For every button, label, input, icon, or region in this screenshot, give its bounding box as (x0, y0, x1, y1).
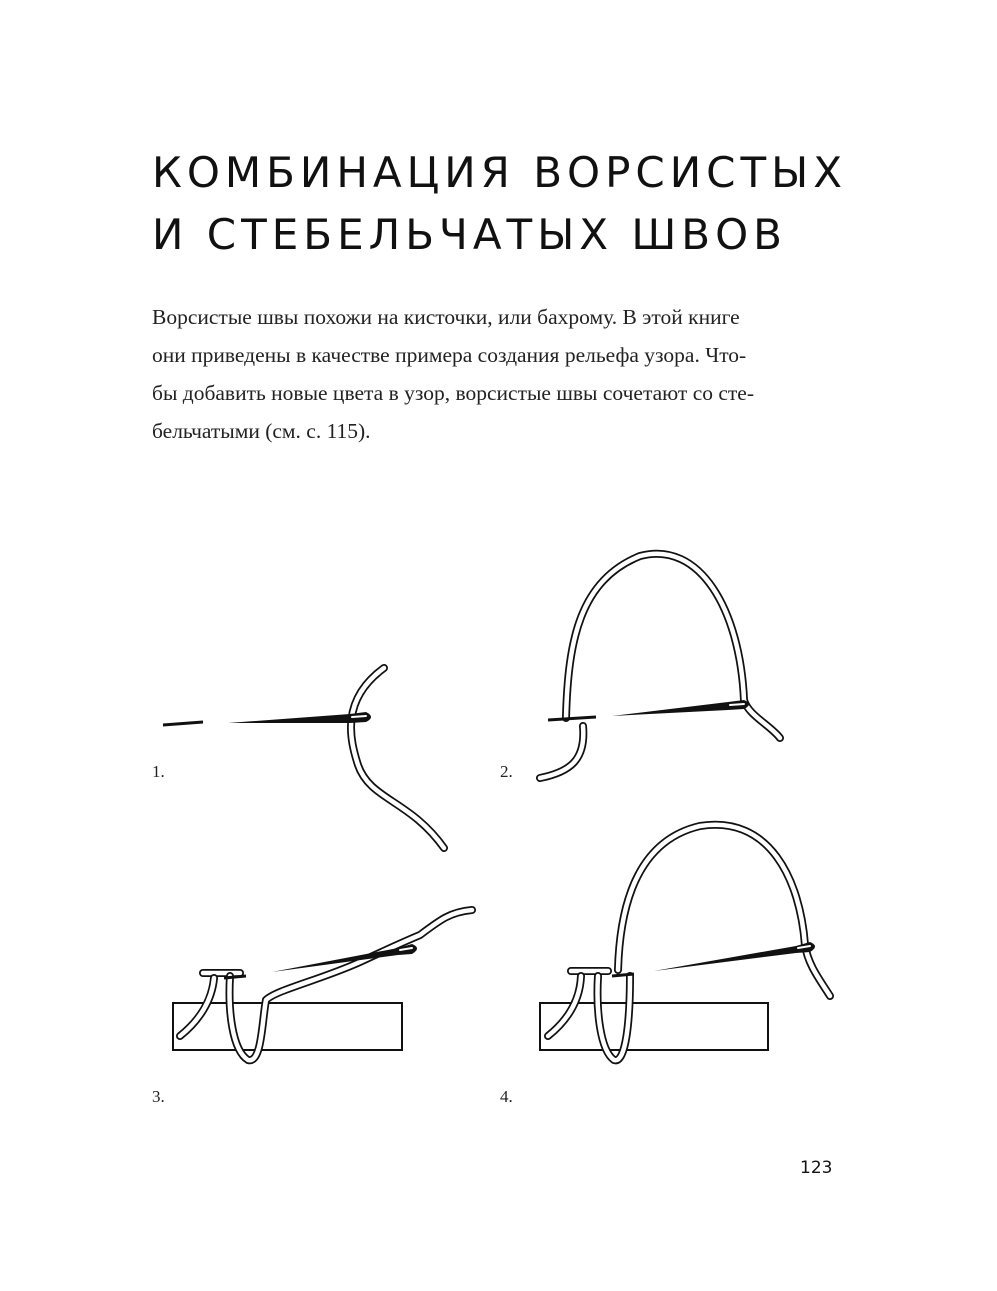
step-1-illustration (163, 668, 444, 848)
needle-icon (548, 700, 749, 720)
step-label: 3. (152, 1087, 165, 1106)
paragraph-line: бы добавить новые цвета в узор, ворсистые швы сочетают со сте- (152, 381, 755, 405)
step-2-illustration (540, 554, 780, 778)
step-label: 4. (500, 1087, 513, 1106)
needle-icon (163, 712, 371, 725)
page-number: 123 (800, 1158, 833, 1178)
step-4-illustration (540, 825, 830, 1060)
thread-icon (540, 554, 780, 778)
step-3-illustration (173, 910, 472, 1060)
thread-icon (618, 825, 830, 996)
step-label: 2. (500, 762, 513, 781)
step-label: 1. (152, 762, 165, 781)
paragraph-line: бельчатыми (см. с. 115). (152, 419, 371, 443)
paragraph-line: они приведены в качестве примера создания рельефа узора. Что- (152, 343, 747, 367)
title-line-2: И СТЕБЕЛЬЧАТЫХ ШВОВ (152, 210, 787, 259)
title-line-1: КОМБИНАЦИЯ ВОРСИСТЫХ (152, 148, 847, 197)
needle-icon (612, 942, 815, 976)
paragraph-line: Ворсистые швы похожи на кисточки, или бахрому. В этой книге (152, 305, 740, 329)
thread-icon (351, 668, 444, 848)
